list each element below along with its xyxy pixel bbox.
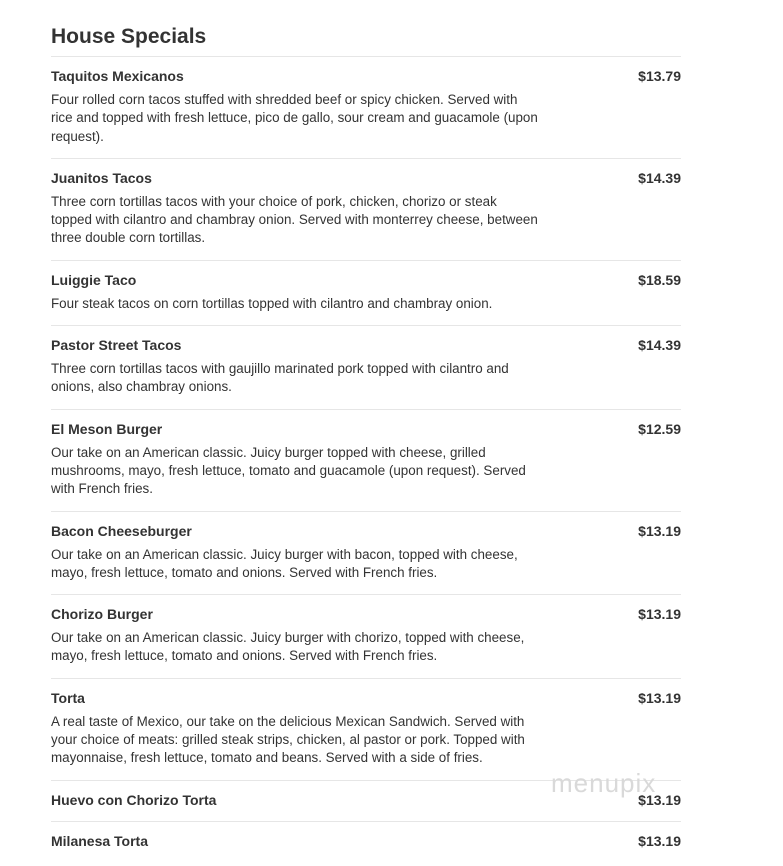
- item-name: Torta: [51, 689, 85, 706]
- item-description: Our take on an American classic. Juicy burger with bacon, topped with cheese, mayo, fresh lettuce, tomato and onions. Served with French fries.: [51, 546, 518, 580]
- menu-item-torta: [51, 679, 681, 781]
- item-price: $13.19: [638, 606, 681, 623]
- menu-item-taquitos-mexicanos: [51, 57, 681, 159]
- item-price: $13.19: [638, 522, 681, 539]
- item-description: Three corn tortillas tacos with gaujillo marinated pork topped with cilantro and onions, also chambray onions.: [51, 361, 509, 395]
- item-name: Huevo con Chorizo Torta: [51, 791, 217, 808]
- item-price: $13.79: [638, 68, 681, 84]
- item-description: Four rolled corn tacos stuffed with shredded beef or spicy chicken. Served with rice and topped with fresh lettuce, pico de gallo, sour cream and guacamole (upon request).: [51, 92, 538, 144]
- menu-item-juanitos-tacos: [51, 159, 681, 261]
- menu-item-milanesa-torta: [51, 822, 681, 862]
- item-price: $18.59: [638, 271, 681, 288]
- menu-item-el-meson-burger: [51, 410, 681, 512]
- item-description: A real taste of Mexico, our take on the delicious Mexican Sandwich. Served with your choice of meats: grilled steak strips, chicken, al pastor or pork. Topped with mayonnaise, fresh lettuce, tomato and beans. Served with a side of fries.: [51, 713, 525, 766]
- menu-item-luiggie-taco: [51, 261, 681, 326]
- item-name: Juanitos Tacos: [51, 169, 152, 186]
- item-description: Our take on an American classic. Juicy burger topped with cheese, grilled mushrooms, mayo, fresh lettuce, tomato and guacamole (upon request). Served with French fries.: [51, 444, 526, 497]
- menu-item-chorizo-burger: [51, 595, 681, 679]
- item-price: $13.19: [638, 689, 681, 706]
- section-title: House Specials: [51, 0, 681, 57]
- menu-item-bacon-cheeseburger: [51, 512, 681, 596]
- item-price: $13.19: [638, 832, 681, 849]
- item-description: Three corn tortillas tacos with your choice of pork, chicken, chorizo or steak topped with cilantro and chambray onion. Served with monterrey cheese, between three double corn tortillas.: [51, 193, 538, 246]
- item-price: $14.39: [638, 337, 681, 354]
- item-name: Taquitos Mexicanos: [51, 68, 184, 84]
- menupix-watermark: menupix: [551, 768, 657, 798]
- item-description: Our take on an American classic. Juicy burger with chorizo, topped with cheese, mayo, fresh lettuce, tomato and onions. Served with French fries.: [51, 630, 525, 664]
- item-name: Chorizo Burger: [51, 606, 153, 623]
- item-name: Luiggie Taco: [51, 271, 137, 288]
- item-name: Pastor Street Tacos: [51, 337, 182, 354]
- item-price: $13.19: [638, 791, 681, 808]
- item-name: Bacon Cheeseburger: [51, 522, 192, 539]
- menu-page: [51, 0, 681, 862]
- item-name: Milanesa Torta: [51, 832, 148, 849]
- item-price: $12.59: [638, 420, 681, 437]
- item-price: $14.39: [638, 169, 681, 186]
- item-name: El Meson Burger: [51, 420, 163, 437]
- menu-item-pastor-street-tacos: [51, 326, 681, 410]
- item-description: Four steak tacos on corn tortillas topped with cilantro and chambray onion.: [51, 295, 493, 311]
